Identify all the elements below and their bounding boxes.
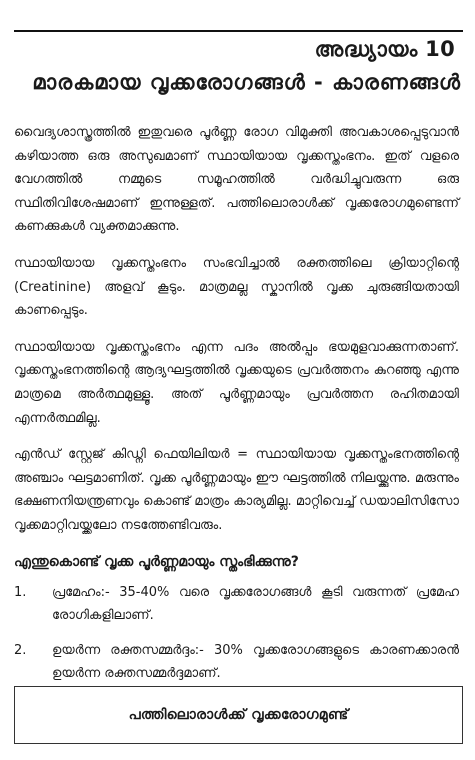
paragraph-term-meaning: സ്ഥായിയായ വൃക്കസ്തംഭനം എന്ന പദം അൽപ്പം ഭയമുളവാക്കുന്നതാണ്. വൃക്കസ്തംഭനത്തിന്റെ ആദ്യഘട്ടത്തിൽ വൃക്കയുടെ പ്രവർത്തനം കുറഞ്ഞു എന്നു മാത്രമെ അർത്ഥമുള്ളൂ. അത് പൂർണ്ണമായും പ്രവർത്തന രഹിതമായി എന്നർത്ഥമില്ല. — [14, 339, 459, 426]
callout-box — [14, 686, 463, 744]
paragraph-creatinine: സ്ഥായിയായ വൃക്കസ്തംഭനം സംഭവിച്ചാൽ രക്തത്തിലെ ക്രിയാറ്റിന്റെ (Creatinine) അളവ് കൂടും. മാത്രമല്ല സ്കാനിൽ വൃക്ക ചുരുങ്ങിയതായി കാണപ്പെടും. — [14, 255, 459, 319]
chapter-title: മാരകമായ വൃക്കരോഗങ്ങൾ - കാരണങ്ങൾ — [32, 70, 461, 94]
body-text — [14, 121, 459, 697]
paragraph-end-stage: എൻഡ് സ്റ്റേജ് കിഡ്നി ഫെയിലിയർ = സ്ഥായിയായ വൃക്കസ്തംഭനത്തിന്റെ അഞ്ചാം ഘട്ടമാണിത്. വൃക്ക പൂർണ്ണമായും ഈ ഘട്ടത്തിൽ നിലയ്ക്കുന്നു. മരുന്നും ഭക്ഷണനിയന്ത്രണവും കൊണ്ട് മാത്രം കാര്യമില്ല. മാറ്റിവെച്ച് ഡയാലിസിസോ വൃക്കമാറ്റിവയ്ക്കലോ നടത്തേണ്ടിവരും. — [14, 447, 459, 533]
top-rule — [14, 30, 463, 32]
chapter-number: അദ്ധ്യായം 10 — [314, 37, 455, 61]
causes-list — [14, 581, 459, 686]
list-number: 2. — [14, 642, 27, 658]
list-item — [14, 639, 459, 686]
callout-text: പത്തിലൊരാൾക്ക് വൃക്കരോഗമുണ്ട് — [128, 707, 349, 723]
list-item — [14, 581, 459, 628]
list-number: 1. — [14, 584, 27, 600]
paragraph-intro: വൈദ്യശാസ്ത്രത്തിൽ ഇതുവരെ പൂർണ്ണ രോഗ വിമുക്തി അവകാശപ്പെടുവാൻ കഴിയാത്ത ഒരു അസുഖമാണ് സ്ഥായിയായ വൃക്കസ്തംഭനം. ഇത് വളരെ വേഗത്തിൽ നമ്മുടെ സമൂഹത്തിൽ വർദ്ധിച്ചുവരുന്ന ഒരു സ്ഥിതിവിശേഷമാണ് ഇന്നുള്ളത്. പത്തിലൊരാൾക്ക് വൃക്കരോഗമുണ്ടെന്ന് കണക്കുകൾ വ്യക്തമാക്കുന്നു. — [14, 125, 459, 235]
list-text: പ്രമേഹം:- 35-40% വരെ വൃക്കരോഗങ്ങൾ കൂടി വരുന്നത് പ്രമേഹ രോഗികളിലാണ്. — [52, 584, 459, 624]
section-heading: എന്തുകൊണ്ട് വൃക്ക പൂർണ്ണമായും സ്തംഭിക്കുന്നു? — [14, 553, 299, 570]
list-text: ഉയർന്ന രക്തസമ്മർദ്ദം:- 30% വൃക്കരോഗങ്ങളുടെ കാരണക്കാരൻ ഉയർന്ന രക്തസമ്മർദ്ദമാണ്. — [52, 642, 459, 682]
